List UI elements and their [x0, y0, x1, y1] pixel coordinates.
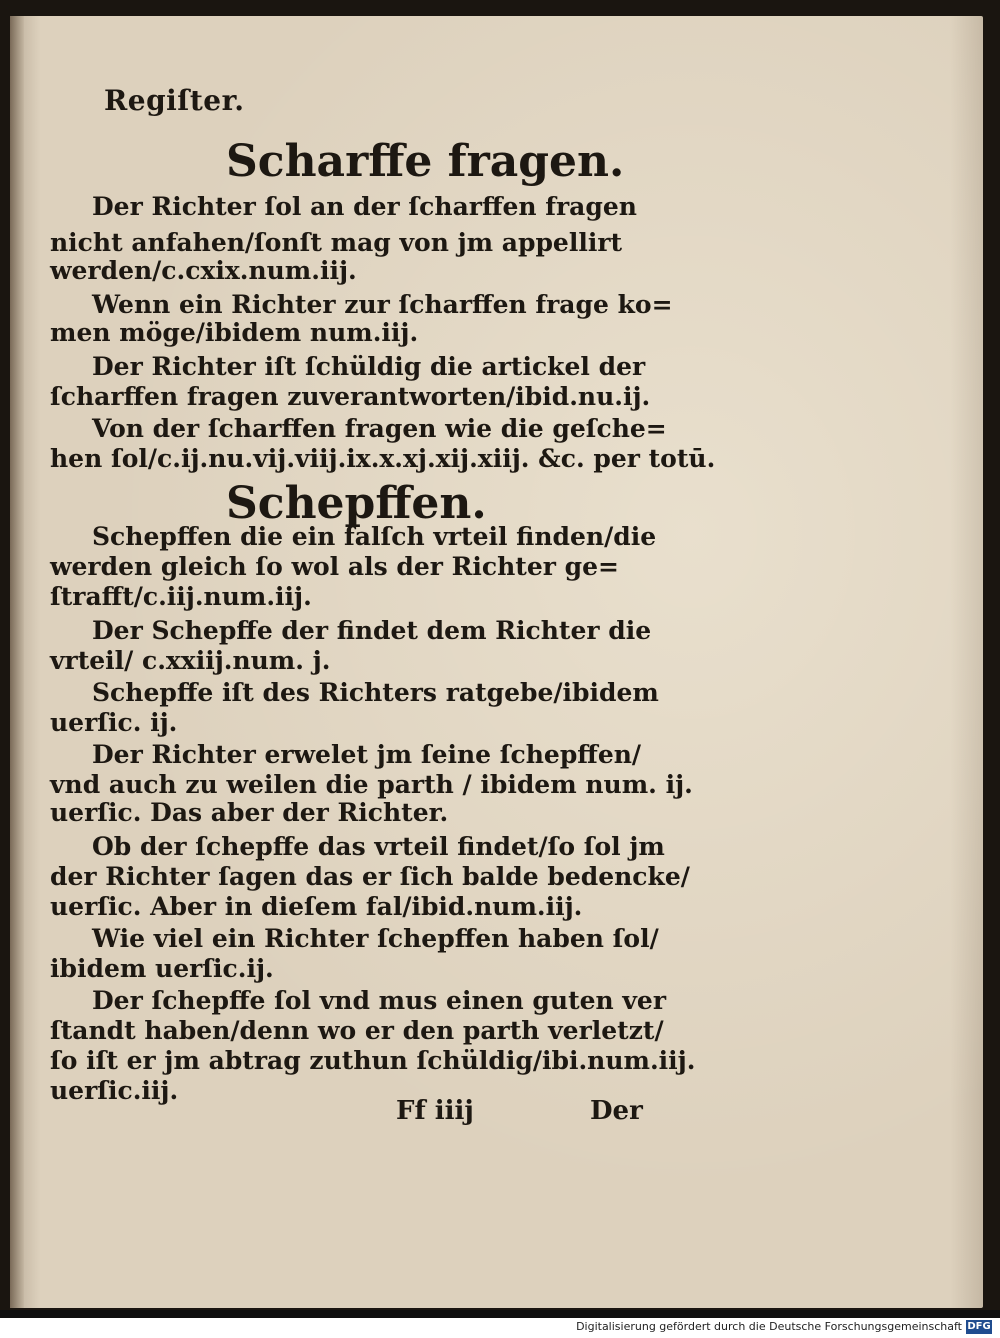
text-line: Der ſchepffe ſol vnd mus einen guten ver — [92, 986, 667, 1015]
text-line: der Richter ſagen das er ſich balde bedencke/ — [50, 862, 690, 891]
section-title-scharffe-fragen: Scharffe fragen. — [226, 136, 625, 187]
text-line: vrteil/ c.xxiij.num. j. — [50, 646, 331, 675]
text-line: Ob der ſchepffe das vrteil findet/ſo ſol jm — [92, 832, 665, 861]
text-line: uerſic. Das aber der Richter. — [50, 798, 449, 827]
dfg-logo-icon: DFG — [967, 1321, 991, 1332]
text-line: Der Richter erwelet jm ſeine ſchepffen/ — [92, 740, 642, 769]
text-line: hen ſol/c.ij.nu.vij.viij.ix.x.xj.xij.xiij. &c. per totū. — [50, 444, 716, 473]
text-line: Der Richter ſol an der ſcharffen fragen — [92, 192, 637, 221]
text-line: ſtandt haben/denn wo er den parth verletzt/ — [50, 1016, 664, 1045]
page-gutter — [10, 16, 24, 1308]
text-line: Von der ſcharffen fragen wie die geſche= — [92, 414, 667, 443]
text-line: vnd auch zu weilen die parth / ibidem num. ij. — [50, 770, 693, 799]
text-line: uerſic. ij. — [50, 708, 178, 737]
text-line: ſtrafft/c.iij.num.iij. — [50, 582, 312, 611]
section-title-schepffen: Schepffen. — [226, 478, 487, 529]
running-header: Regiſter. — [104, 84, 245, 117]
text-line: werden gleich ſo wol als der Richter ge= — [50, 552, 619, 581]
text-line: Der Richter iſt ſchüldig die artickel der — [92, 352, 646, 381]
funding-credit: Digitalisierung gefördert durch die Deutsche Forschungsgemeinschaft — [576, 1320, 962, 1333]
text-line: ſcharffen fragen zuverantworten/ibid.nu.ij. — [50, 382, 651, 411]
catchword: Der — [590, 1096, 643, 1126]
text-line: uerſic. Aber in dieſem fal/ibid.num.iij. — [50, 892, 583, 921]
text-line: werden/c.cxix.num.iij. — [50, 256, 357, 285]
text-line: Der Schepffe der findet dem Richter die — [92, 616, 652, 645]
text-line: uerſic.iij. — [50, 1076, 179, 1105]
text-line: Schepffe iſt des Richters ratgebe/ibidem — [92, 678, 659, 707]
signature-mark: Ff iiij — [396, 1096, 474, 1126]
text-line: ſo iſt er jm abtrag zuthun ſchüldig/ibi.num.iij. — [50, 1046, 696, 1075]
text-line: Wie viel ein Richter ſchepffen haben ſol/ — [92, 924, 659, 953]
text-line: Schepffen die ein falſch vrteil finden/die — [92, 522, 657, 551]
text-line: Wenn ein Richter zur ſcharffen frage ko= — [92, 290, 673, 319]
text-line: ibidem uerſic.ij. — [50, 954, 274, 983]
text-line: nicht anfahen/ſonſt mag von jm appellirt — [50, 228, 623, 257]
text-line: men möge/ibidem num.iij. — [50, 318, 419, 347]
